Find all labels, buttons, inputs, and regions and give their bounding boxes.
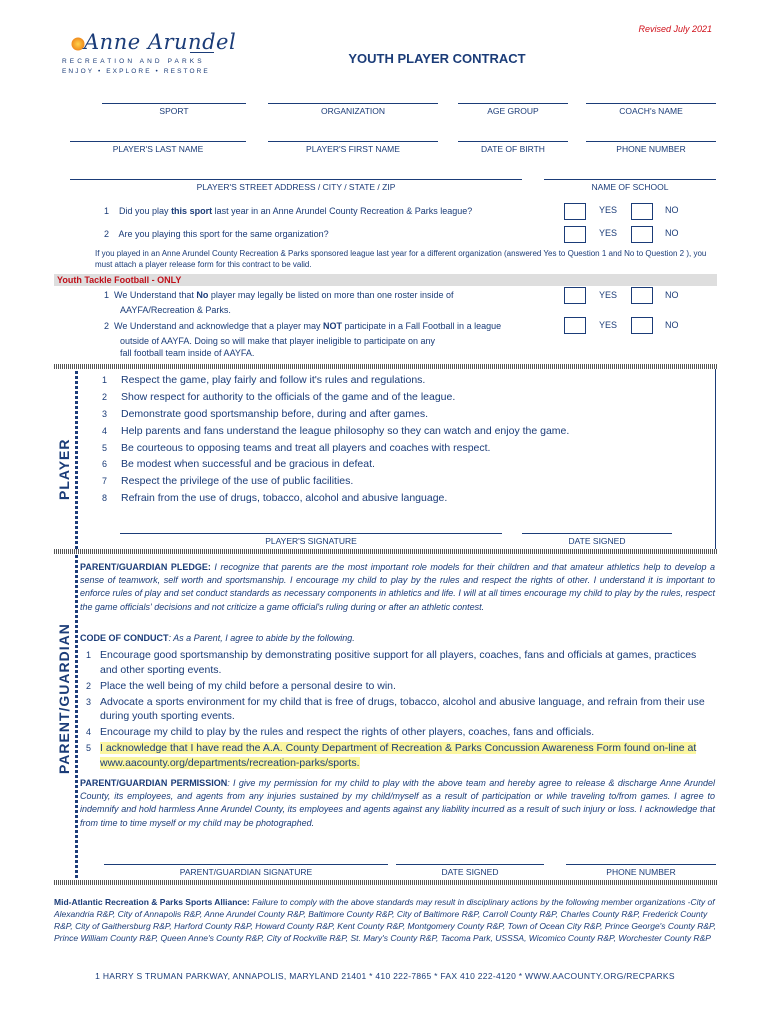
rule-text: Be courteous to opposing teams and treat all players and coaches with respect. — [121, 441, 491, 454]
rule-text: Respect the game, play fairly and follow it's rules and regulations. — [121, 374, 426, 386]
coc-text: Place the well being of my child before a personal desire to win. — [100, 679, 396, 692]
rule-text: Help parents and fans understand the league philosophy so they can watch and enjoy the game. — [121, 424, 570, 437]
yt2-checkbox-yes[interactable] — [564, 317, 586, 334]
player-side-rule — [75, 369, 78, 549]
parent-pledge — [80, 561, 715, 614]
youth-tackle-item-2-cont: fall football team inside of AAYFA. — [120, 348, 255, 358]
rule-number: 7 — [102, 476, 108, 487]
alliance-heading: Mid-Atlantic Recreation & Parks Sports Alliance: — [54, 897, 250, 907]
q2-yes-label: YES — [599, 228, 618, 238]
parent-phone-field[interactable]: PHONE NUMBER — [566, 864, 716, 877]
parent-side-label: PARENT/GUARDIAN — [56, 623, 72, 774]
question-number: 1 — [104, 206, 110, 216]
player-rule-item — [102, 456, 569, 473]
player-rule-item — [102, 490, 569, 507]
q2-checkbox-no[interactable] — [631, 226, 653, 243]
q1-checkbox-no[interactable] — [631, 203, 653, 220]
q2-no-label: NO — [665, 228, 679, 238]
alliance-text: Failure to comply with the above standards may result in disciplinary actions by the following member organizations -City of Alexandria R&P, City of Annapolis R&P, Anne Arundel County R&P, Baltimore County R&P, City of Baltimore R&P, Carroll County R&P, Charles County R&P, Frederick County R&P, City of Gaithersburg R&P, Harford County R&P, Howard County R&P, Kent County R&P, Montgomery County R&P, Town of Ocean City R&P, Prince George's County R&P, Prince William County R&P, Queen Anne's County R&P, City of Rockville R&P, St. Mary's County R&P, Tacoma Park, USSSA, Wicomico County R&P, Worchester County R&P — [54, 897, 716, 943]
player-signature-field[interactable]: PLAYER'S SIGNATURE — [120, 533, 502, 546]
player-rule-item — [102, 473, 569, 490]
rule-number: 6 — [102, 459, 108, 470]
player-rule-item — [102, 389, 569, 406]
logo-title: Anne Arundel — [84, 30, 237, 54]
question-1 — [104, 206, 472, 216]
code-of-conduct — [80, 632, 715, 645]
school-field[interactable]: NAME OF SCHOOL — [544, 179, 716, 192]
yt1-yes-label: YES — [599, 290, 618, 300]
coc-item — [86, 679, 716, 694]
permission-heading: PARENT/GUARDIAN PERMISSION — [80, 778, 228, 788]
rule-text: Refrain from the use of drugs, tobacco, alcohol and abusive language. — [121, 492, 448, 505]
parent-date-field[interactable]: DATE SIGNED — [396, 864, 544, 877]
player-right-rule — [715, 369, 716, 549]
q1-yes-label: YES — [599, 205, 618, 215]
coc-item — [86, 648, 716, 677]
coc-number: 3 — [86, 696, 92, 707]
rule-number: 3 — [102, 408, 108, 419]
question-number: 2 — [104, 229, 110, 239]
footer-address: 1 HARRY S TRUMAN PARKWAY, ANNAPOLIS, MARYLAND 21401 * 410 222-7865 * FAX 410 222-4120 * WWW.AACOUNTY.ORG/RECPARKS — [95, 971, 675, 981]
coc-text: Encourage good sportsmanship by demonstrating positive support for all players, coaches, fans and officials at games, practices and other sporting events. — [100, 649, 697, 676]
coc-number: 2 — [86, 680, 92, 691]
item-text: We Understand that — [114, 290, 197, 300]
alliance-note — [54, 896, 718, 944]
item-number: 2 — [104, 321, 110, 331]
item-text: participate in a Fall Football in a league — [342, 321, 502, 331]
yt2-checkbox-no[interactable] — [631, 317, 653, 334]
page-title: YOUTH PLAYER CONTRACT — [348, 51, 526, 66]
player-rule-item — [102, 406, 569, 423]
player-rule-item — [102, 423, 569, 440]
section-divider — [54, 364, 718, 369]
yt1-no-label: NO — [665, 290, 679, 300]
coc-item — [86, 741, 716, 770]
q2-checkbox-yes[interactable] — [564, 226, 586, 243]
item-number: 1 — [104, 290, 110, 300]
question-text: Did you play — [119, 206, 172, 216]
item-bold: No — [196, 290, 209, 300]
dob-field[interactable]: DATE OF BIRTH — [458, 141, 568, 154]
player-date-field[interactable]: DATE SIGNED — [522, 533, 672, 546]
coc-number: 5 — [86, 743, 92, 753]
last-name-field[interactable]: PLAYER'S LAST NAME — [70, 141, 246, 154]
coc-heading: CODE OF CONDUCT — [80, 633, 169, 643]
rule-number: 2 — [102, 391, 108, 402]
coc-item — [86, 695, 716, 724]
coc-text: Encourage my child to play by the rules and respect the rights of other players, coaches, fans and officials. — [100, 726, 595, 738]
logo-tagline: ENJOY • EXPLORE • RESTORE — [62, 68, 210, 75]
player-rules-list — [102, 372, 569, 507]
rule-text: Show respect for authority to the officials of the game and of the league. — [121, 390, 456, 403]
release-note: If you played in an Anne Arundel County Recreation & Parks sponsored league last year for a different organization (answered Yes to Question 1 and No to Question 2 ), you must attach a player release form for this contract to be valid. — [95, 249, 707, 269]
sport-field[interactable]: SPORT — [102, 103, 246, 116]
yt1-checkbox-no[interactable] — [631, 287, 653, 304]
player-side-label: PLAYER — [56, 438, 72, 500]
question-text: last year in an Anne Arundel County Recreation & Parks league? — [212, 206, 473, 216]
revised-date: Revised July 2021 — [638, 24, 712, 34]
first-name-field[interactable]: PLAYER'S FIRST NAME — [268, 141, 438, 154]
coach-name-field[interactable]: COACH's NAME — [586, 103, 716, 116]
rule-number: 5 — [102, 442, 108, 453]
logo-subtitle: RECREATION AND PARKS — [62, 58, 205, 65]
coc-text: I acknowledge that I have read the A.A. County Department of Recreation & Parks Concussion Awareness Form found on-line at www.aacounty.org/departments/recreation-parks/sports. — [100, 742, 697, 769]
rule-text: Demonstrate good sportsmanship before, during and after games. — [121, 407, 429, 420]
section-divider — [54, 880, 718, 885]
parent-signature-field[interactable]: PARENT/GUARDIAN SIGNATURE — [104, 864, 388, 877]
coc-number: 1 — [86, 650, 92, 660]
coc-number: 4 — [86, 727, 92, 737]
item-bold: NOT — [323, 321, 342, 331]
yt2-no-label: NO — [665, 320, 679, 330]
rule-number: 8 — [102, 493, 108, 504]
youth-tackle-item-1-cont: AAYFA/Recreation & Parks. — [120, 305, 231, 315]
youth-tackle-item-1 — [104, 288, 454, 303]
item-text: We Understand and acknowledge that a player may — [114, 321, 323, 331]
question-text: Are you playing this sport for the same organization? — [118, 229, 329, 239]
age-group-field[interactable]: AGE GROUP — [458, 103, 568, 116]
question-bold: this sport — [171, 206, 213, 216]
rule-text: Be modest when successful and be gracious in defeat. — [121, 458, 375, 471]
parent-permission — [80, 777, 715, 830]
section-divider — [54, 549, 718, 554]
parent-side-rule — [75, 555, 78, 878]
rule-text: Respect the privilege of the use of public facilities. — [121, 475, 354, 488]
player-rule-item — [102, 440, 569, 457]
q1-no-label: NO — [665, 205, 679, 215]
address-field[interactable]: PLAYER'S STREET ADDRESS / CITY / STATE / ZIP — [70, 179, 522, 192]
yt1-checkbox-yes[interactable] — [564, 287, 586, 304]
q1-checkbox-yes[interactable] — [564, 203, 586, 220]
pledge-heading: PARENT/GUARDIAN PLEDGE: — [80, 562, 211, 572]
coc-text: Advocate a sports environment for my child that is free of drugs, tobacco, alcohol and abusive language, and refrain from their use during youth sporting events. — [100, 695, 705, 722]
youth-tackle-item-2-cont: outside of AAYFA. Doing so will make that player ineligible to participate on any — [120, 336, 436, 346]
organization-field[interactable]: ORGANIZATION — [268, 103, 438, 116]
rule-number: 1 — [102, 375, 108, 385]
permission-text: : I give my permission for my child to play with the above team and hereby agree to release & discharge Anne Arundel County, its employees, and agents from any injuries sustained by my child/myself as a result of participation or while traveling to/from games. I agree to indemnify and hold harmless Anne Arundel County, its employees and agents against any liability incurred as a result of such injury or loss. I acknowledge that from time to time myself or my child may be photographed. — [80, 778, 715, 828]
coc-item — [86, 725, 716, 740]
pledge-text: I recognize that parents are the most important role models for their children and that amateur athletics help to develop a sense of teamwork, self worth and sportsmanship. I encourage my child to play by the rules and respect the rights of other. I understand it is important to enforce rules of play and set conduct standards as necessary components in athletics and life. I will at all times encourage my child to play by the rules, respect the game officials' decisions and not criticize a game official's ruling during or after an athletic contest. — [80, 562, 716, 612]
item-text: player may legally be listed on more than one roster inside of — [208, 290, 454, 300]
code-of-conduct-list — [86, 648, 716, 772]
coc-text: : As a Parent, I agree to abide by the following. — [168, 633, 355, 643]
rule-number: 4 — [102, 425, 108, 436]
player-rule-item — [102, 372, 569, 389]
yt2-yes-label: YES — [599, 320, 618, 330]
youth-tackle-heading: Youth Tackle Football - ONLY — [54, 274, 717, 286]
question-2 — [104, 229, 329, 239]
phone-field[interactable]: PHONE NUMBER — [586, 141, 716, 154]
youth-tackle-item-2 — [104, 319, 501, 334]
